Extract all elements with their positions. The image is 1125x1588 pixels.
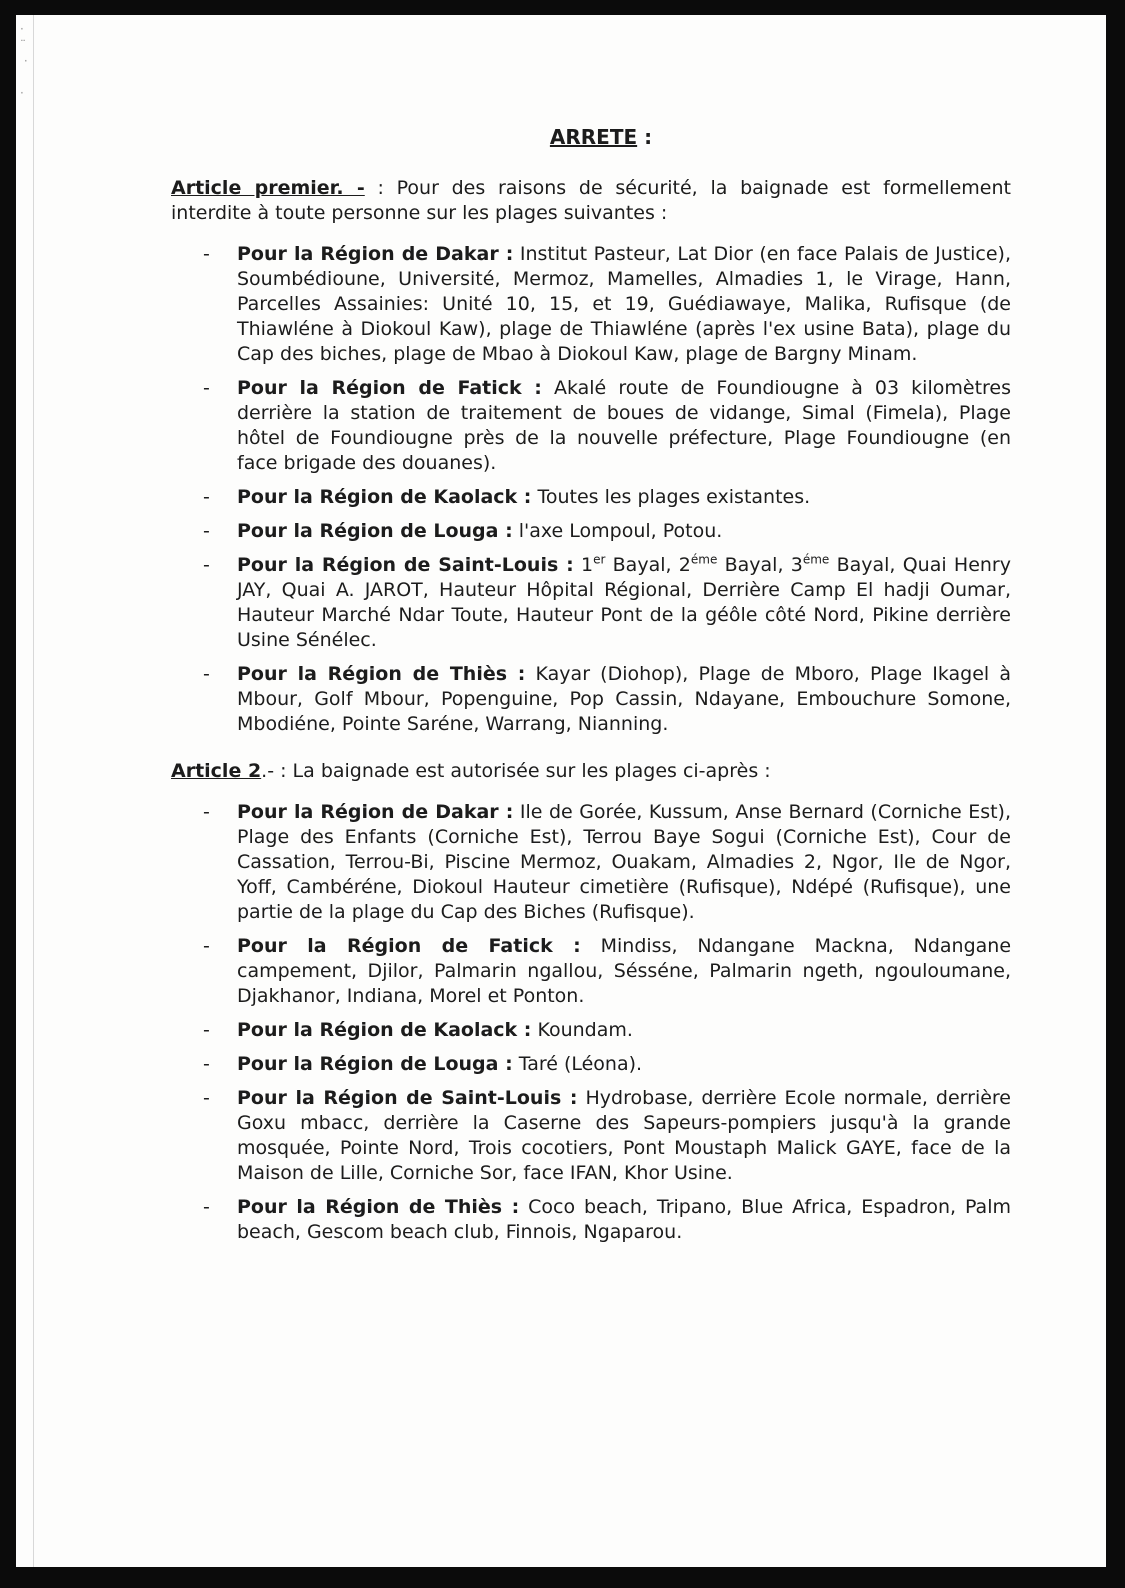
list-item: - Pour la Région de Louga : Taré (Léona). bbox=[237, 1052, 1011, 1077]
article-2-list bbox=[171, 800, 1011, 1245]
document-title: ARRETE : bbox=[549, 125, 653, 149]
list-item: - Pour la Région de Kaolack : Koundam. bbox=[237, 1018, 1011, 1043]
list-item: - Pour la Région de Louga : l'axe Lompoul, Potou. bbox=[237, 519, 1011, 544]
list-item: - Pour la Région de Dakar : Ile de Gorée, Kussum, Anse Bernard (Corniche Est), Plage des Enfants (Corniche Est), Terrou Baye Sogui (Corniche Est), Cour de Cassation, Terrou-Bi, Piscine Mermoz, Ouakam, Almadies 2, Ngor, Ile de Ngor, Yoff, Cambéréne, Diokoul Hauteur cimetière (Rufisque), Ndépé (Rufisque), une partie de la plage du Cap des Biches (Rufisque). bbox=[237, 800, 1011, 925]
document-page bbox=[16, 15, 1106, 1567]
list-item: - Pour la Région de Kaolack : Toutes les plages existantes. bbox=[237, 485, 1011, 510]
article-1-intro: Article premier. - : Pour des raisons de sécurité, la baignade est formellement interdite à toute personne sur les plages suivantes : bbox=[171, 177, 1011, 224]
article-1-label: Article premier. - bbox=[171, 177, 365, 199]
article-2-intro: Article 2.- : La baignade est autorisée sur les plages ci-après : bbox=[171, 760, 771, 782]
document-body bbox=[171, 125, 1011, 1267]
list-item: - Pour la Région de Saint-Louis : Hydrobase, derrière Ecole normale, derrière Goxu mbacc, derrière la Caserne des Sapeurs-pompiers jusqu'à la grande mosquée, Pointe Nord, Trois cocotiers, Pont Moustaph Malick GAYE, face de la Maison de Lille, Corniche Sor, face IFAN, Khor Usine. bbox=[237, 1086, 1011, 1186]
scan-edge-line bbox=[33, 15, 34, 1567]
article-1-list bbox=[171, 242, 1011, 737]
scan-marks: · ¨ · · bbox=[20, 22, 28, 100]
list-item: - Pour la Région de Saint-Louis : 1er Bayal, $2^{éme}$ Bayal, $3^{éme}$ Bayal, Quai Henry JAY, Quai A. JAROT, Hauteur Hôpital Régional, Derrière Camp El hadji Oumar, Hauteur Marché Ndar Toute, Hauteur Pont de la géôle côté Nord, Pikine derrière Usine Sénélec. bbox=[237, 553, 1011, 653]
list-item: - Pour la Région de Fatick : Akalé route de Foundiougne à 03 kilomètres derrière la station de traitement de boues de vidange, Simal (Fimela), Plage hôtel de Foundiougne près de la nouvelle préfecture, Plage Foundiougne (en face brigade des douanes). bbox=[237, 376, 1011, 476]
list-item: - Pour la Région de Thiès : Kayar (Diohop), Plage de Mboro, Plage Ikagel à Mbour, Golf Mbour, Popenguine, Pop Cassin, Ndayane, Embouchure Somone, Mbodiéne, Pointe Saréne, Warrang, Nianning. bbox=[237, 662, 1011, 737]
list-item: - Pour la Région de Dakar : Institut Pasteur, Lat Dior (en face Palais de Justice), Soumbédioune, Université, Mermoz, Mamelles, Almadies 1, le Virage, Hann, Parcelles Assainies: Unité 10, 15, et 19, Guédiawaye, Malika, Rufisque (de Thiawléne à Diokoul Kaw), plage de Thiawléne (après l'ex usine Bata), plage du Cap des biches, plage de Mbao à Diokoul Kaw, plage de Bargny Minam. bbox=[237, 242, 1011, 367]
list-item: - Pour la Région de Fatick : Mindiss, Ndangane Mackna, Ndangane campement, Djilor, Palmarin ngallou, Sésséne, Palmarin ngeth, ngouloumane, Djakhanor, Indiana, Morel et Ponton. bbox=[237, 934, 1011, 1009]
list-item: - Pour la Région de Thiès : Coco beach, Tripano, Blue Africa, Espadron, Palm beach, Gescom beach club, Finnois, Ngaparou. bbox=[237, 1195, 1011, 1245]
article-2-label: Article 2 bbox=[171, 760, 262, 782]
